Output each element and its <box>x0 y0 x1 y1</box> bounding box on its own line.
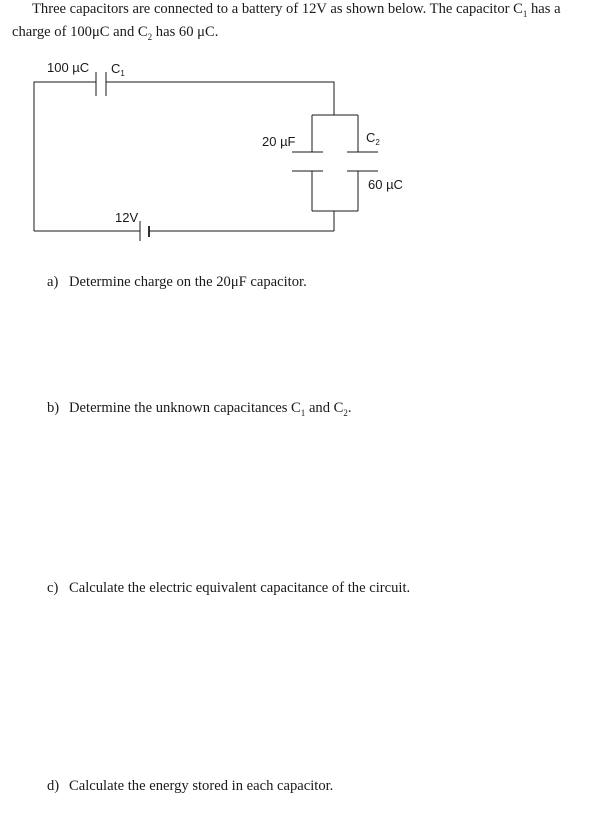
question-c-letter: c) <box>47 580 59 596</box>
intro-line1: Three capacitors are connected to a battery of 12V as shown below. The capacitor C <box>32 1 523 17</box>
label-c1 <box>111 61 125 78</box>
question-b <box>47 400 352 418</box>
question-b-text-a: Determine the unknown capacitances C <box>69 400 301 416</box>
intro-line1-tail: has a <box>527 1 561 17</box>
wire-top-right <box>106 82 334 115</box>
question-a <box>47 274 307 291</box>
label-c2-letter: C <box>366 130 376 145</box>
question-b-text-c: . <box>347 400 352 416</box>
label-c1-letter: C <box>111 61 121 76</box>
question-b-sub1: 1 <box>300 407 306 418</box>
question-d-letter: d) <box>47 778 60 794</box>
intro-line2a: charge of 100μC and C <box>12 23 148 40</box>
question-a-letter: a) <box>47 274 59 290</box>
question-d <box>47 778 333 795</box>
intro-line1-sub: 1 <box>522 8 528 19</box>
circuit-diagram <box>0 0 601 260</box>
label-c1-sub: 1 <box>120 69 125 78</box>
label-c2 <box>366 130 380 147</box>
question-b-sub2: 2 <box>343 407 348 418</box>
question-c <box>47 580 410 597</box>
intro-line2b: has 60 μC. <box>152 23 219 40</box>
question-d-text: Calculate the energy stored in each capacitor. <box>69 778 334 794</box>
question-b-letter: b) <box>47 400 60 416</box>
label-100uC: 100 µC <box>47 60 90 75</box>
label-20uF: 20 µF <box>262 134 296 149</box>
label-c2-sub: 2 <box>375 138 380 147</box>
question-c-text: Calculate the electric equivalent capacitance of the circuit. <box>69 580 411 596</box>
question-b-text-b: and C <box>305 400 344 416</box>
intro-line2-sub: 2 <box>147 31 153 42</box>
wire-top-left <box>34 82 96 231</box>
label-60uC: 60 µC <box>368 177 403 192</box>
question-a-text: Determine charge on the 20μF capacitor. <box>69 274 307 290</box>
label-12V: 12V <box>115 210 139 225</box>
circuit-wires <box>34 72 378 241</box>
